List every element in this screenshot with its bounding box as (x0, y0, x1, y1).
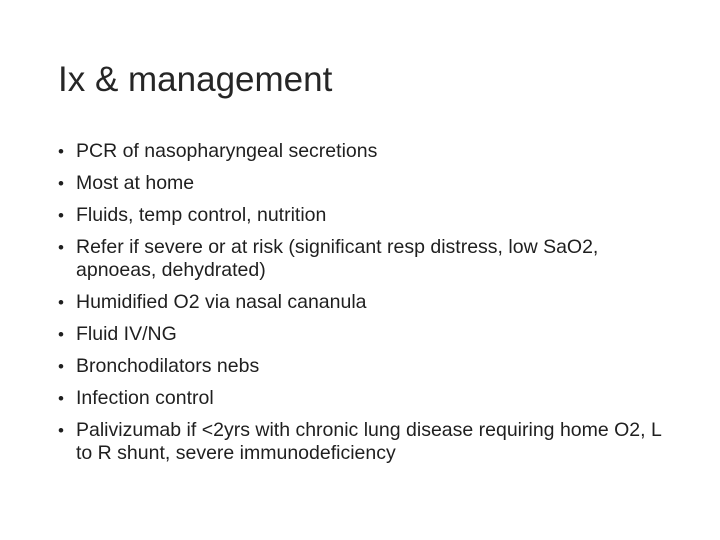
bullet-icon: • (58, 174, 64, 193)
bullet-item-most-at-home (58, 172, 678, 195)
bullet-text: Fluids, temp control, nutrition (76, 204, 327, 226)
bullet-icon: • (58, 293, 64, 312)
bullet-item-pcr (58, 140, 678, 163)
bullet-icon: • (58, 357, 64, 376)
bullet-item-fluids (58, 204, 678, 227)
bullet-icon: • (58, 389, 64, 408)
bullet-text: PCR of nasopharyngeal secretions (76, 140, 378, 162)
bullet-item-humidified-o2 (58, 291, 678, 314)
bullet-text: Humidified O2 via nasal cananula (76, 291, 367, 313)
bullet-item-fluid-iv (58, 323, 678, 346)
slide-title: Ix & management (58, 60, 333, 99)
bullet-item-refer (58, 236, 678, 282)
bullet-icon: • (58, 421, 64, 440)
bullet-list (58, 140, 678, 465)
bullet-item-bronchodilators (58, 355, 678, 378)
bullet-item-palivizumab (58, 419, 678, 465)
bullet-text: Refer if severe or at risk (significant resp distress, low SaO2, apnoeas, dehydrated) (76, 236, 599, 281)
bullet-text: Most at home (76, 172, 195, 194)
bullet-icon: • (58, 325, 64, 344)
bullet-text: Infection control (76, 387, 214, 409)
bullet-text: Bronchodilators nebs (76, 355, 260, 377)
bullet-item-infection-control (58, 387, 678, 410)
bullet-icon: • (58, 142, 64, 161)
bullet-icon: • (58, 206, 64, 225)
bullet-icon: • (58, 238, 64, 257)
bullet-text: Fluid IV/NG (76, 323, 177, 345)
bullet-text: Palivizumab if <2yrs with chronic lung disease requiring home O2, L to R shunt, severe immunodeficiency (76, 419, 662, 464)
